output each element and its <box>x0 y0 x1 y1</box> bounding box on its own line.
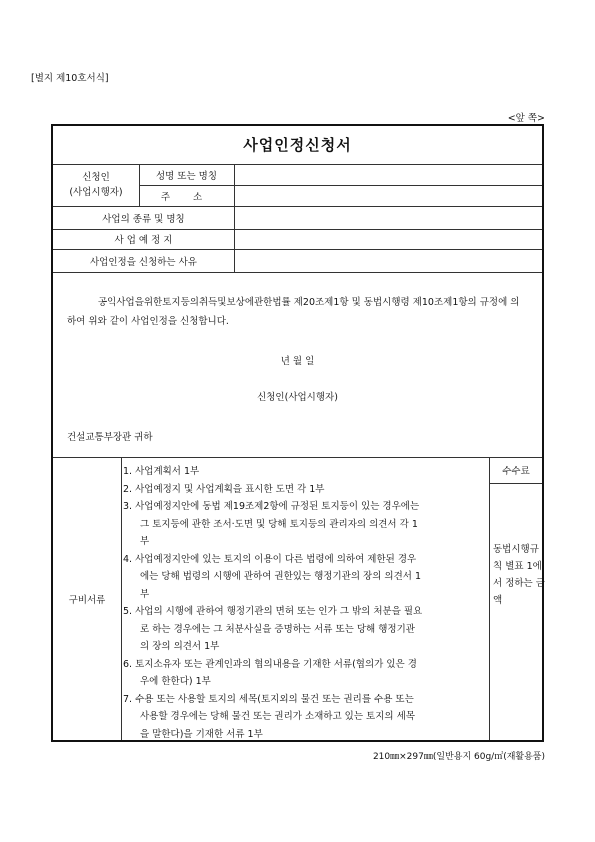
fee-text: 동법시행규칙 별표 1에서 정하는 금액 <box>493 544 545 606</box>
documents-label: 구비서류 <box>68 594 106 606</box>
document-item: 6. 토지소유자 또는 관계인과의 협의내용을 기재한 서류(협의가 있은 경우에 한한다) 1부 <box>123 658 417 687</box>
address-field[interactable] <box>235 185 542 206</box>
application-form <box>51 124 544 742</box>
document-item: 7. 수용 또는 사용할 토지의 세목(토지외의 물건 또는 권리를 수용 또는 사용할 경우에는 당해 물건 또는 권리가 소재하고 있는 토지의 세목을 말한다)을 기재한 서류 1부 <box>123 693 415 740</box>
applicant-label: 신청인 <box>82 172 110 183</box>
document-item: 2. 사업예정지 및 사업계획을 표시한 도면 각 1부 <box>123 483 325 495</box>
application-statement: 공익사업을위한토지등의취득및보상에관한법률 제20조제1항 및 동법시행령 제10조제1항의 규정에 의하여 위와 같이 사업인정을 신청합니다. <box>67 297 520 327</box>
project-site-field[interactable] <box>235 229 542 249</box>
project-type-field[interactable] <box>235 206 542 229</box>
page-side-label: <앞 쪽> <box>507 113 545 124</box>
section-divider <box>53 457 542 458</box>
reason-label: 사업인정을 신청하는 사유 <box>90 256 197 268</box>
fee-divider <box>489 483 542 484</box>
fee-label: 수수료 <box>502 466 530 477</box>
address-label: 주 소 <box>160 191 213 203</box>
project-type-label: 사업의 종류 및 명칭 <box>102 213 185 225</box>
form-title: 사업인정신청서 <box>53 126 542 165</box>
signature-line: 신청인(사업시행자) <box>257 392 338 403</box>
applicant-group-label <box>53 164 139 206</box>
document-item: 1. 사업계획서 1부 <box>123 466 200 477</box>
form-number: [별지 제10호서식] <box>31 73 109 84</box>
project-site-label: 사 업 예 정 지 <box>114 235 173 246</box>
reason-field[interactable] <box>235 249 542 272</box>
recipient: 건설교통부장관 귀하 <box>67 432 153 443</box>
paper-spec-footer: 210㎜×297㎜(일반용지 60g/㎡(재활용품) <box>372 752 545 762</box>
name-label: 성명 또는 명칭 <box>155 170 218 182</box>
name-field[interactable] <box>235 164 542 185</box>
required-documents-list <box>123 463 423 743</box>
document-item: 5. 사업의 시행에 관하여 행정기관의 면허 또는 인가 그 밖의 처분을 필요로 하는 경우에는 그 처분사실을 증명하는 서류 또는 당해 행정기관의 장의 의견서 1부 <box>123 606 423 652</box>
document-item: 4. 사업예정지안에 있는 토지의 이용이 다른 법령에 의하여 제한된 경우에는 당해 법령의 시행에 관하여 권한있는 행정기관의 장의 의견서 1부 <box>123 553 422 600</box>
col-divider <box>489 457 490 740</box>
applicant-sublabel: (사업시행자) <box>69 187 123 198</box>
document-item: 3. 사업예정지안에 동법 제19조제2항에 규정된 토지등이 있는 경우에는 그 토지등에 관한 조서·도면 및 당해 토지등의 관리자의 의견서 각 1부 <box>123 501 420 547</box>
row-divider <box>53 272 542 273</box>
date-line: 년 월 일 <box>280 356 315 367</box>
col-divider <box>121 457 122 740</box>
